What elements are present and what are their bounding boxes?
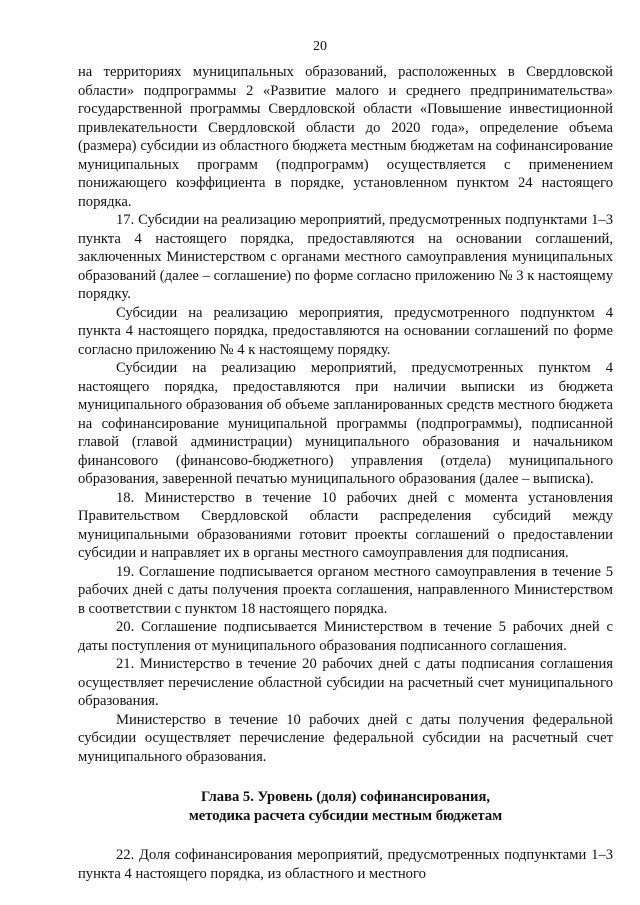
chapter-heading-line-2: методика расчета субсидии местным бюджетам (188, 807, 503, 824)
paragraph-item-18: 18. Министерство в течение 10 рабочих дней с момента установления Правительством Свердловской области распределения субсидий между муниципальными образованиями готовит проекты соглашений о предоставлении субсидии и направляет их в органы местного самоуправления для подписания. (78, 489, 613, 561)
chapter-heading (78, 788, 613, 825)
paragraph-continuation: на территориях муниципальных образований, расположенных в Свердловской области» подпрограммы 2 «Развитие малого и среднего предпринимательства» государственной программы Свердловской области «Повышение инвестиционной привлекательности Свердловской области до 2020 года», определение объема (размера) субсидии из областного бюджета местным бюджетам на софинансирование муниципальных программ (подпрограмм) осуществляется с применением понижающего коэффициента в порядке, установленном пунктом 24 настоящего порядка. (78, 64, 613, 210)
page-number: 20 (313, 39, 327, 54)
chapter-heading-line-1: Глава 5. Уровень (доля) софинансирования, (200, 789, 491, 805)
paragraph-item-21: 21. Министерство в течение 20 рабочих дней с даты подписания соглашения осуществляет перечисление областной субсидии на расчетный счет муниципального образования. (78, 656, 613, 709)
document-body (78, 63, 613, 883)
paragraph-item-22: 22. Доля софинансирования мероприятий, предусмотренных подпунктами 1–3 пункта 4 настоящего порядка, из областного и местного (78, 847, 613, 882)
paragraph-item-20: 20. Соглашение подписывается Министерством в течение 5 рабочих дней с даты поступления от муниципального образования подписанного соглашения. (78, 619, 613, 654)
paragraph-item-21-federal: Министерство в течение 10 рабочих дней с даты получения федеральной субсидии осуществляет перечисление федеральной субсидии на расчетный счет муниципального образования. (78, 711, 613, 765)
paragraph-item-17-subsidy-4: Субсидии на реализацию мероприятия, предусмотренного подпунктом 4 пункта 4 настоящего порядка, предоставляются на основании соглашений по форме согласно приложению № 4 к настоящему порядку. (78, 304, 613, 358)
paragraph-item-19: 19. Соглашение подписывается органом местного самоуправления в течение 5 рабочих дней с даты получения проекта соглашения, направленного Министерством в соответствии с пунктом 18 настоящего порядка. (78, 563, 613, 617)
paragraph-item-17-extract: Субсидии на реализацию мероприятий, предусмотренных пунктом 4 настоящего порядка, предоставляются при наличии выписки из бюджета муниципального образования об объеме запланированных средств местного бюджета на софинансирование муниципальной программы (подпрограммы), подписанной главой (главой администрации) муниципального образования и начальником финансового (финансово-бюджетного) управления (отдела) муниципального образования, заверенной печатью муниципального образования (далее – выписка). (78, 360, 613, 487)
paragraph-item-17: 17. Субсидии на реализацию мероприятий, предусмотренных подпунктами 1–3 пункта 4 настоящего порядка, предоставляются на основании соглашений, заключенных Министерством с органами местного самоуправления муниципальных образований (далее – соглашение) по форме согласно приложению № 3 к настоящему порядку. (78, 212, 613, 302)
